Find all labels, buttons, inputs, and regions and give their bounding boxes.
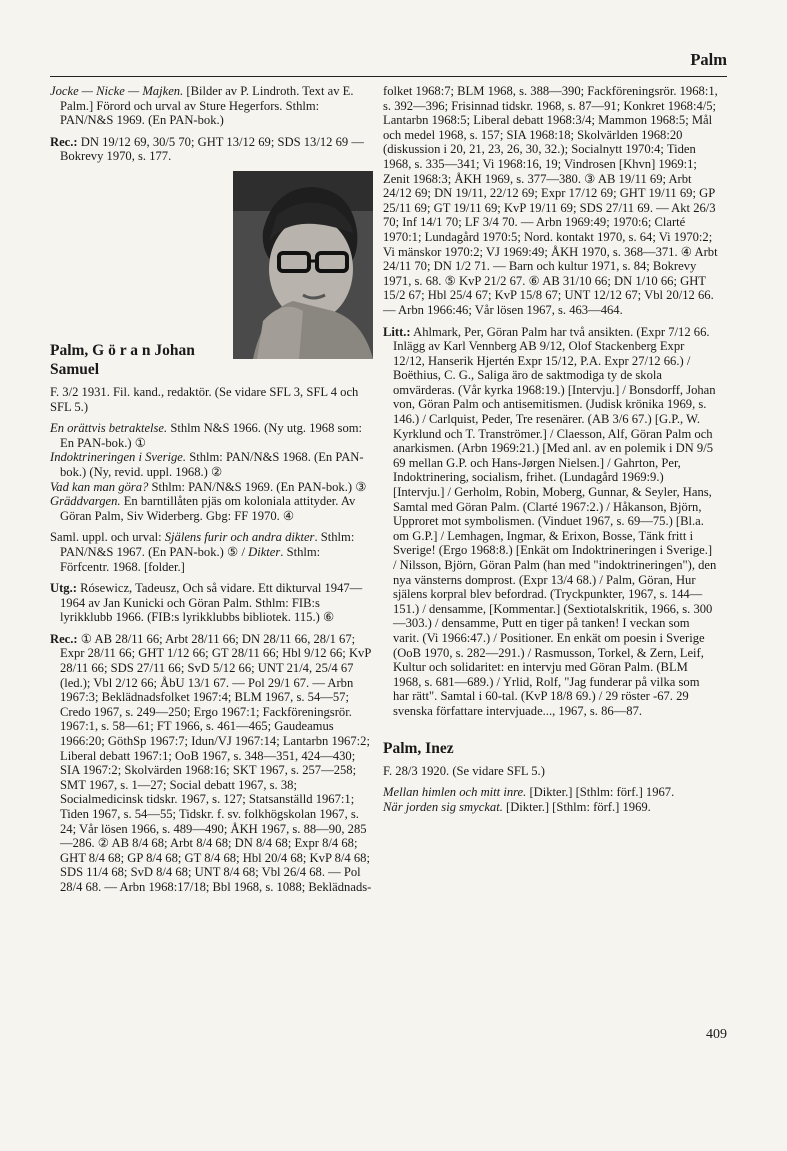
spacer <box>383 729 718 739</box>
rec-label: Rec.: <box>50 631 78 646</box>
work-title: Gräddvargen. <box>50 494 121 509</box>
work-5 <box>383 785 718 800</box>
work-details: Sthlm N&S 1966. (Ny utg. 1968 som: En PAN-bok.) ① <box>60 421 363 450</box>
litt-text: Ahlmark, Per, Göran Palm har två ansikten. (Expr 7/12 66. Inlägg av Karl Vennberg AB 9/12, Olof Stackenberg Expr 12/12, Hanserik Hjertén Expr 15/12, P.A. Expr 27/12 66.) / Boëthius, C. G., Saliga äro de saktmodiga ty de skola omvärderas. (Vår kyrka 1968:19.) [Intervju.] / Bonsdorff, Johan von, Göran Palm och antisemitismen. (Judisk krönika 1969, s. 146.) / Carlquist, Peder, Tre resenärer. (AB 3/6 67.) [G.P., W. Kyrklund och T. Tranströmer.] / Claesson, Alf, Göran Palm och anarkismen. (Arbn 1969:21.) [Med anl. av en polemik i DN 9/5 69 mellan G.P. och Hans-Jørgen Nielsen.] / Gahrton, Per, Indoktrinering, socialism, frihet. (Lundagård 1969:9.) [Intervju.] / Gerholm, Robin, Moberg, Gunnar, & Seyler, Hans, Samtal med Göran Palm. (Clarté 1967:2.) / Håkanson, Björn, Upproret mot symbolismen. (Vinduet 1967, s. 69—75.) [Bl.a. om G.P.] / Lemhagen, Ingmar, & Erixon, Bosse, Tänk fritt i Sverige! (Ergo 1968:8.) [Enkät om Indoktrineringen i Sverige.] / Nilsson, Björn, Göran Palm (han med "indoktrineringen"), den nya vänsterns domprost. (Expr 13/4 68.) / Palm, Göran, Hur själens korpral blev befordrad. (Tryckpunkter, 1967, s. 144—151.) / densamme, [Kommentar.] (Sextiotalskritik, 1966, s. 300—303.) / densamme, Putt en tiger på tanken! I veckan som varit. (Vi 1966:47.) / Positioner. En enkät om poesin i Sverige (OoB 1970, s. 282—291.) / Rasmusson, Torkel, & Zern, Leif, Kultur och solidaritet: en intervju med Göran Palm. (BLM 1968, s. 681—689.) / Yrlid, Rolf, "Jag funderar på vilka som har rätt". Samtal i 60-tal. (KvP 18/8 69.) / 29 röster -67. 29 svenska författare intervjuade..., 1967, s. 86—87. <box>393 324 717 718</box>
edited-works <box>50 581 372 625</box>
work-title: Indoktrineringen i Sverige. <box>50 450 187 465</box>
right-column <box>383 84 718 814</box>
running-head: Palm <box>690 50 727 69</box>
work-6 <box>383 800 718 815</box>
utg-label: Utg.: <box>50 581 77 596</box>
literature <box>383 325 718 719</box>
author-bio-inez: F. 28/3 1920. (Se vidare SFL 5.) <box>383 763 545 778</box>
work-title: Mellan himlen och mitt inre. <box>383 785 527 800</box>
work-details: En barntillåten pjäs om koloniala attityder. Av Göran Palm, Siv Widerberg. Gbg: FF 1970. ④ <box>60 494 356 523</box>
work-details: [Dikter.] [Sthlm: förf.] 1969. <box>502 799 651 814</box>
work-title: Vad kan man göra? <box>50 479 149 494</box>
work-title: Jocke — Nicke — Majken. <box>50 84 184 98</box>
rec-text: ① AB 28/11 66; Arbt 28/11 66; DN 28/11 66, 28/1 67; Expr 28/11 66; GHT 1/12 66; GT 28/11 66; Hbl 9/12 66; KvP 28/11 66; SDS 27/11 66; SvD 5/12 66; UNT 21/4, 25/4 67 (led.); Vbl 2/12 66; ÅbU 13/1 67. — Pol 29/1 67. — Arbn 1967:3; Beklädnadsfolket 1967:4; BLM 1967, s. 54—57; Credo 1967, s. 249—250; Ergo 1967:1; Fackföreningsrör. 1967:1, s. 58—61; FT 1966, s. 461—465; Gaudeamus 1966:20; GöthSp 1967:7; Idun/VJ 1967:14; Lantarbn 1967:2; Liberal debatt 1967:1; OoB 1967, s. 348—351, 424—430; SIA 1967:2; Skolvärden 1968:16; SKT 1967, s. 257—258; SMT 1967, s. 1—27; Social debatt 1967, s. 38; Socialmedicinsk tidskr. 1967, s. 127; Statsanställd 1967:1; Tiden 1967, s. 54—55; Tidskr. f. sv. folkhögskolan 1967, s. 24; Vår lösen 1966, s. 489—490; ÅKH 1967, s. 88—90, 285—286. ② AB 8/4 68; Arbt 8/4 68; DN 8/4 68; Expr 8/4 68; GHT 8/4 68; GP 8/4 68; GT 8/4 68; Hbl 20/4 68; KvP 8/4 68; SDS 11/4 68; SvD 8/4 68; UNT 8/4 68; Vbl 26/4 68. — Pol 28/4 68. — Arbn 1968:17/18; Bbl 1968, s. 1088; Beklädnads- <box>60 631 372 894</box>
work-details: [Bilder av P. Lindroth. Text av E. Palm.] Förord och urval av Sture Hegerfors. Sthlm: PAN/N&S 1969. (En PAN-bok.) <box>60 84 354 128</box>
work-3 <box>50 480 372 495</box>
portrait-photo <box>233 171 373 359</box>
collected-editions <box>50 530 372 574</box>
author-heading <box>50 341 230 379</box>
litt-label: Litt.: <box>383 324 411 339</box>
left-column <box>50 84 372 895</box>
page-number: 409 <box>706 1027 727 1042</box>
author-name-line2: Samuel <box>50 360 100 378</box>
entry-jocke <box>50 84 372 128</box>
work-2 <box>50 450 372 479</box>
spacer <box>383 719 718 729</box>
rec-label: Rec.: <box>50 134 78 149</box>
work-details: Sthlm: PAN/N&S 1968. (En PAN-bok.) (Ny, revid. uppl. 1968.) ② <box>60 450 364 479</box>
rec-text: DN 19/12 69, 30/5 70; GHT 13/12 69; SDS 13/12 69 — Bokrevy 1970, s. 177. <box>60 134 364 164</box>
work-1 <box>50 421 372 450</box>
author-bio: F. 3/2 1931. Fil. kand., redaktör. (Se vidare SFL 3, SFL 4 och SFL 5.) <box>50 384 359 414</box>
work-details: Sthlm: PAN/N&S 1969. (En PAN-bok.) ③ <box>148 479 367 494</box>
header-rule <box>50 76 727 77</box>
reviews-jocke <box>50 135 372 164</box>
work-4 <box>50 494 372 523</box>
portrait-block <box>50 171 372 379</box>
saml-prefix: Saml. uppl. och urval: <box>50 530 165 545</box>
work-details: [Dikter.] [Sthlm: förf.] 1967. <box>526 785 675 800</box>
saml-title-2: Dikter <box>248 544 281 559</box>
work-title: När jorden sig smyckat. <box>383 799 503 814</box>
saml-mid: . Sthlm: PAN/N&S 1967. (En PAN-bok.) ⑤ / <box>60 530 355 559</box>
utg-text: Rósewicz, Tadeusz, Och så vidare. Ett dikturval 1947—1964 av Jan Kunicki och Göran Palm. Sthlm: FIB:s lyrikklubb 1966. (FIB:s lyrikklubbs bibliotek. 115.) ⑥ <box>60 581 363 625</box>
saml-title-1: Själens furir och andra dikter <box>164 530 315 545</box>
portrait-image <box>233 171 373 359</box>
reviews-main <box>50 632 372 895</box>
work-title: En orättvis betraktelse. <box>50 421 168 436</box>
author-name-line1: Palm, G ö r a n Johan <box>50 341 195 359</box>
reviews-continued: folket 1968:7; BLM 1968, s. 388—390; Fackföreningsrör. 1968:1, s. 392—396; Frisinnad tidskr. 1968, s. 87—91; Konkret 1968:4/5; Lantarbn 1968:5; Liberal debatt 1968:3/4; Mammon 1968:5; Mål och medel 1968, s. 157; SIA 1968:18; Skolvärlden 1968:20 (diskussion i 20, 21, 23, 26, 30, 32.); Socialnytt 1970:4; Tiden 1968, s. 335—341; Vi 1968:16, 19; Vindrosen [Khvn] 1969:1; Zenit 1968:3; ÅKH 1969, s. 377—380. ③ AB 19/11 69; Arbt 24/12 69; DN 19/11, 22/12 69; Expr 17/12 69; GHT 19/11 69; GP 25/11 69; GT 19/11 69; KvP 19/11 69; SDS 27/11 69. — Akt 26/3 70; Inf 14/1 70; LF 3/4 70. — Arbn 1969:49; 1970:6; Clarté 1970:1; Lundagård 1970:5; Nord. kontakt 1970, s. 64; Vi 1970:2; Vi mänskor 1970:2; VJ 1969:49; ÅKH 1970, s. 368—371. ④ Arbt 24/11 70; DN 1/2 71. — Barn och kultur 1971, s. 84; Bokrevy 1971, s. 68. ⑤ KvP 21/2 67. ⑥ AB 31/10 66; DN 1/10 66; GHT 15/2 67; Hbl 25/4 67; KvP 15/8 67; UNT 12/12 67; Vbl 20/12 66. — Arbn 1966:46; Vår lösen 1967, s. 463—464. <box>383 84 718 317</box>
author-heading-inez: Palm, Inez <box>383 739 454 757</box>
saml-rest: . Sthlm: Förfcentr. 1968. [folder.] <box>60 544 321 574</box>
